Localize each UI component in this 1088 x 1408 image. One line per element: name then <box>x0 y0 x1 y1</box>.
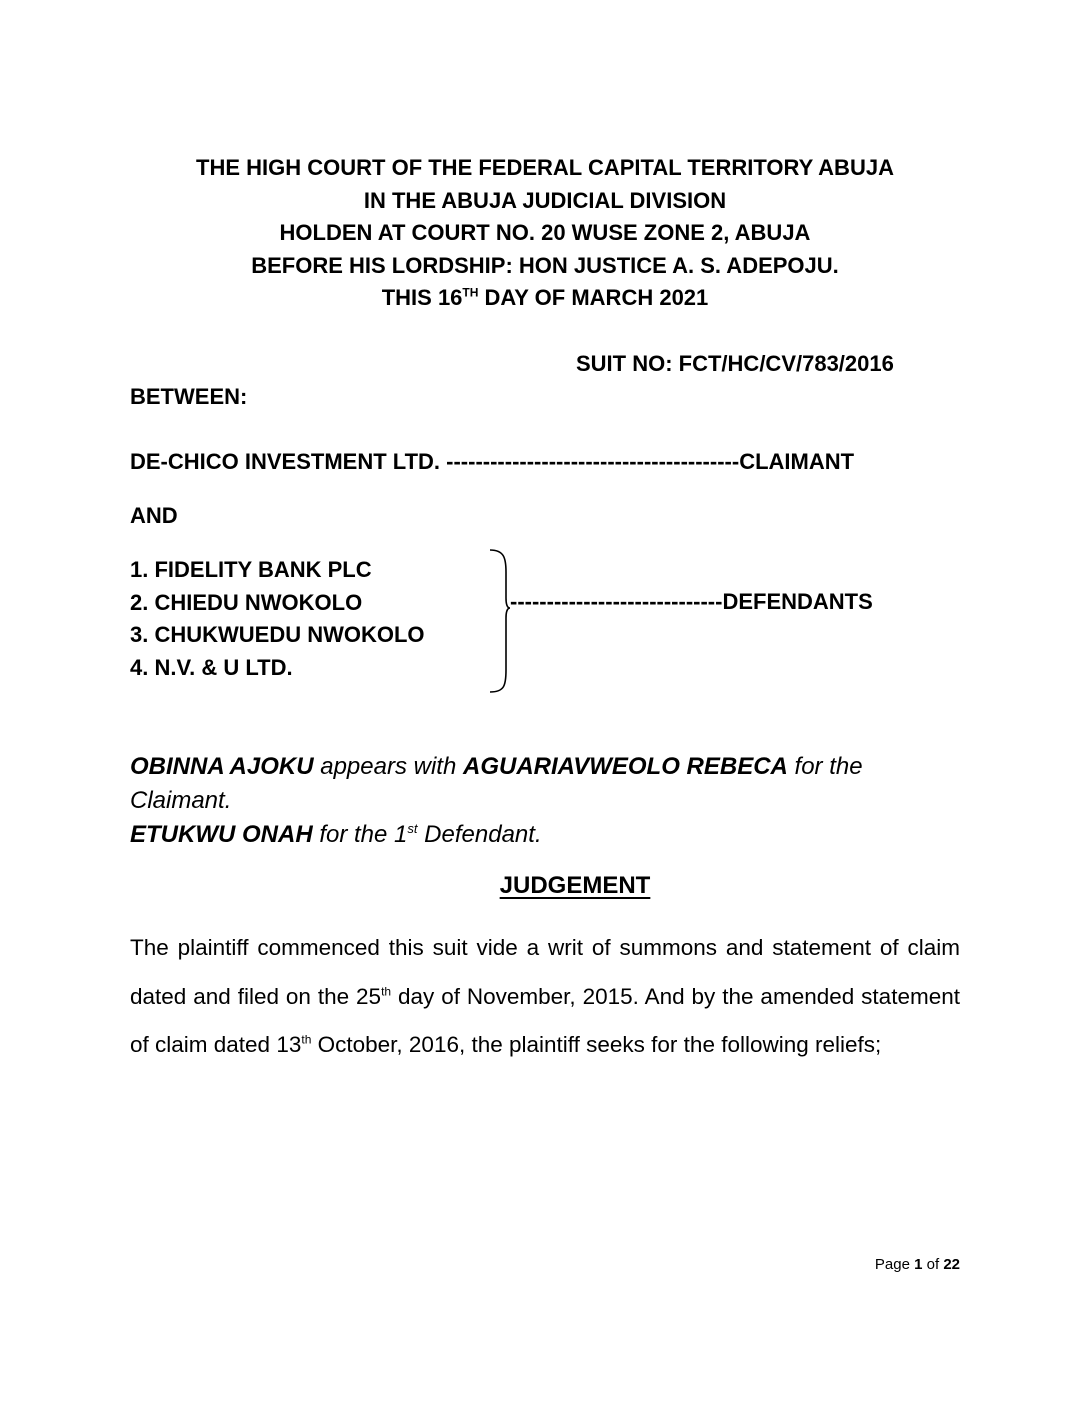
defendant-item: 3. CHUKWUEDU NWOKOLO <box>130 622 425 647</box>
date-suffix: DAY OF MARCH 2021 <box>478 285 709 310</box>
page-word: Page <box>874 1256 915 1273</box>
counsel-appearances <box>130 750 960 852</box>
ordinal-suffix: th <box>381 984 392 998</box>
of-word: of <box>922 1256 944 1273</box>
between-label: BETWEEN: <box>130 384 248 409</box>
counsel-text: for the 1 <box>312 821 408 848</box>
presiding-judge: BEFORE HIS LORDSHIP: HON JUSTICE A. S. ADEPOJU. <box>251 252 839 278</box>
counsel-text: Defendant. <box>417 821 542 848</box>
counsel-name: AGUARIAVWEOLO REBECA <box>462 753 788 780</box>
judicial-division: IN THE ABUJA JUDICIAL DIVISION <box>363 187 727 213</box>
current-page: 1 <box>914 1256 923 1273</box>
counsel-text: appears with <box>313 753 463 780</box>
and-label: AND <box>130 503 178 528</box>
claimant-line: DE-CHICO INVESTMENT LTD. ----------------------------------------CLAIMANT <box>130 449 855 474</box>
defendants-label: -----------------------------DEFENDANTS <box>510 589 873 614</box>
defendants-list <box>130 554 425 684</box>
suit-number: SUIT NO: FCT/HC/CV/783/2016 <box>576 351 894 376</box>
ordinal-suffix: st <box>407 821 418 836</box>
counsel-name: OBINNA AJOKU <box>130 753 314 780</box>
claimant-counsel <box>130 750 960 818</box>
paragraph-text: The plaintiff commenced this suit vide a writ of summons and statement of claim dated and filed on the 25 <box>130 935 960 1009</box>
judgement-title: JUDGEMENT <box>499 872 651 899</box>
defendant-counsel <box>130 818 960 852</box>
paragraph-text: day of November, 2015. And by the amended statement of claim dated 13 <box>130 983 960 1057</box>
counsel-name: ETUKWU ONAH <box>130 821 313 848</box>
right-brace-icon <box>484 546 514 696</box>
ordinal-suffix: th <box>301 1032 312 1047</box>
date-prefix: THIS 16 <box>381 285 463 310</box>
paragraph-text: October, 2016, the plaintiff seeks for the following reliefs; <box>311 1032 882 1057</box>
date-ordinal: TH <box>462 285 479 300</box>
body-paragraph <box>130 924 960 1070</box>
judgement-date <box>130 282 960 315</box>
counsel-text: for the Claimant. <box>130 753 863 814</box>
total-pages: 22 <box>943 1256 960 1273</box>
court-header <box>130 152 960 315</box>
court-name: THE HIGH COURT OF THE FEDERAL CAPITAL TERRITORY ABUJA <box>196 155 894 180</box>
defendant-item: 4. N.V. & U LTD. <box>130 654 293 680</box>
defendant-item: 1. FIDELITY BANK PLC <box>130 557 372 582</box>
court-location: HOLDEN AT COURT NO. 20 WUSE ZONE 2, ABUJA <box>279 220 811 245</box>
page-footer <box>780 1256 960 1273</box>
defendant-item: 2. CHIEDU NWOKOLO <box>130 589 363 615</box>
